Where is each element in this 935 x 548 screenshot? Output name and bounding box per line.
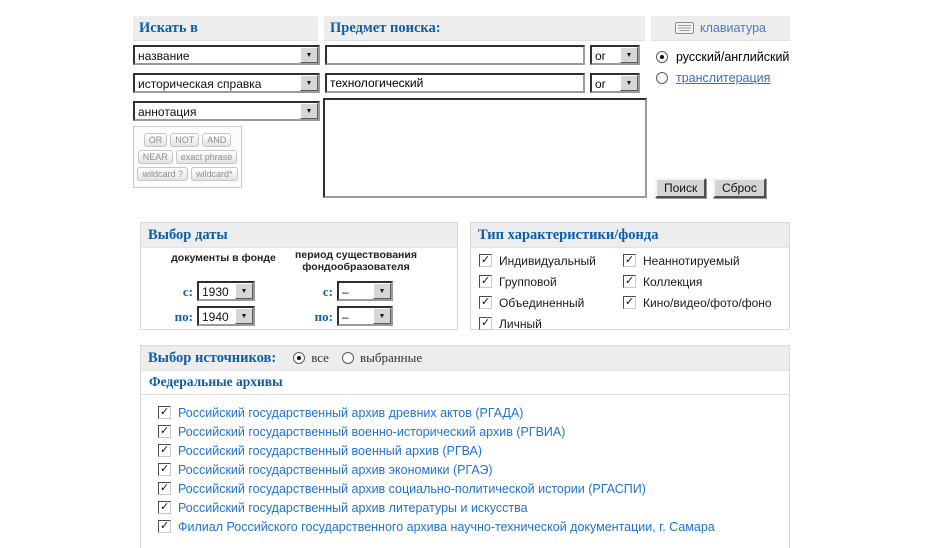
operator-button[interactable]: wildcard* [191, 167, 238, 181]
search-subject-header [324, 16, 645, 41]
archive-link[interactable]: Российский государственный архив литературы и искусства [178, 500, 528, 515]
sources-title: Выбор источников: [148, 349, 277, 366]
checkbox-checked[interactable] [479, 275, 492, 288]
docs-to-label: по: [174, 309, 193, 324]
dropdown-arrow-icon[interactable]: ▼ [300, 75, 318, 91]
federal-archives-title: Федеральные архивы [149, 374, 283, 389]
search-term-input-1[interactable] [325, 45, 585, 65]
archive-link[interactable]: Российский государственный архив экономики (РГАЭ) [178, 462, 493, 477]
select-value: or [595, 77, 606, 91]
search-field-select[interactable] [133, 101, 320, 121]
archives-list [158, 403, 715, 536]
checkbox-checked[interactable] [623, 275, 636, 288]
operator-button[interactable]: NEAR [138, 150, 173, 164]
checkbox-checked[interactable] [158, 501, 171, 514]
dropdown-arrow-icon[interactable]: ▼ [620, 47, 638, 63]
select-value: 1930 [202, 285, 229, 299]
checkbox-checked[interactable] [479, 296, 492, 309]
checkbox-label: Индивидуальный [499, 253, 596, 268]
checkbox-label: Кино/видео/фото/фоно [643, 295, 772, 310]
select-value: аннотация [138, 105, 197, 119]
select-value: историческая справка [138, 77, 262, 91]
language-option-russian [656, 50, 789, 64]
sources-header [141, 346, 789, 371]
archive-link[interactable]: Российский государственный военно-исторический архив (РГВИА) [178, 424, 566, 439]
radio-label: русский/английский [676, 50, 790, 64]
operator-buttons-box [133, 126, 242, 188]
dropdown-arrow-icon[interactable]: ▼ [235, 283, 253, 299]
search-field-select[interactable] [133, 73, 320, 93]
fund-type-column-2 [623, 250, 772, 313]
fund-type-option [623, 292, 772, 313]
search-in-title: Искать в [139, 19, 198, 36]
search-terms-textarea[interactable] [323, 98, 647, 198]
fund-type-header [471, 223, 789, 248]
radio-selected-sources[interactable] [342, 352, 354, 364]
radio-russian-english[interactable] [656, 51, 668, 63]
archive-link[interactable]: Российский государственный военный архив (РГВА) [178, 443, 483, 458]
transliteration-link[interactable]: транслитерация [676, 71, 771, 85]
dropdown-arrow-icon[interactable]: ▼ [620, 75, 638, 91]
radio-transliteration[interactable] [656, 72, 668, 84]
fund-type-option [479, 292, 596, 313]
date-panel-header [141, 223, 457, 248]
archive-row [158, 441, 715, 460]
dropdown-arrow-icon[interactable]: ▼ [373, 308, 391, 324]
creator-from-select[interactable] [337, 281, 393, 301]
reset-button[interactable]: Сброс [713, 178, 766, 198]
keyboard-icon[interactable] [675, 22, 694, 34]
sources-panel [140, 345, 790, 548]
fund-type-option [479, 313, 596, 334]
fund-type-option [479, 250, 596, 271]
checkbox-label: Неаннотируемый [643, 253, 740, 268]
checkbox-checked[interactable] [158, 444, 171, 457]
federal-archives-subheader [141, 370, 789, 395]
archive-link[interactable]: Российский государственный архив древних актов (РГАДА) [178, 405, 524, 420]
search-in-header [133, 16, 318, 41]
operator-button[interactable]: OR [144, 133, 168, 147]
checkbox-label: Коллекция [643, 274, 703, 289]
checkbox-checked[interactable] [479, 317, 492, 330]
creator-period-label: период существования фондообразователя [295, 249, 417, 273]
fund-type-option [623, 250, 772, 271]
checkbox-checked[interactable] [158, 520, 171, 533]
dropdown-arrow-icon[interactable]: ▼ [300, 103, 318, 119]
docs-from-label: с: [182, 284, 193, 299]
docs-in-fund-label: документы в фонде [171, 252, 276, 264]
select-value: or [595, 49, 606, 63]
archive-row [158, 517, 715, 536]
search-field-select[interactable] [133, 45, 320, 65]
checkbox-checked[interactable] [158, 482, 171, 495]
dropdown-arrow-icon[interactable]: ▼ [300, 47, 318, 63]
fund-type-option [479, 271, 596, 292]
checkbox-checked[interactable] [158, 463, 171, 476]
operator-button[interactable]: wildcard ? [137, 167, 188, 181]
dropdown-arrow-icon[interactable]: ▼ [373, 283, 391, 299]
fund-type-column-1 [479, 250, 596, 334]
checkbox-label: Групповой [499, 274, 557, 289]
fund-type-panel [470, 222, 790, 330]
archive-row [158, 479, 715, 498]
checkbox-label: Объединенный [499, 295, 585, 310]
search-subject-title: Предмет поиска: [330, 19, 441, 36]
fund-type-title: Тип характеристики/фонда [478, 226, 659, 243]
select-value: – [342, 310, 349, 324]
checkbox-checked[interactable] [479, 254, 492, 267]
creator-from-label: с: [322, 284, 333, 299]
keyboard-header [651, 16, 790, 41]
select-value: 1940 [202, 310, 229, 324]
date-selection-panel [140, 222, 458, 330]
checkbox-checked[interactable] [158, 406, 171, 419]
radio-all-sources[interactable] [293, 352, 305, 364]
checkbox-checked[interactable] [623, 296, 636, 309]
archive-link[interactable]: Филиал Российского государственного архива научно-технической документации, г. Самара [178, 519, 715, 534]
radio-selected-label: выбранные [359, 350, 423, 365]
select-value: название [138, 49, 190, 63]
archive-row [158, 403, 715, 422]
dropdown-arrow-icon[interactable]: ▼ [235, 308, 253, 324]
search-button[interactable]: Поиск [655, 178, 706, 198]
search-field-selects [133, 45, 320, 121]
operator-select-2[interactable] [590, 73, 640, 93]
fund-type-option [623, 271, 772, 292]
docs-from-select[interactable] [197, 281, 255, 301]
creator-to-label: по: [314, 309, 333, 324]
date-panel-title: Выбор даты [148, 226, 228, 243]
select-value: – [342, 285, 349, 299]
creator-to-select[interactable] [337, 306, 393, 326]
operator-button[interactable]: AND [202, 133, 231, 147]
search-term-input-2[interactable] [325, 73, 585, 93]
language-option-transliteration [656, 71, 770, 85]
checkbox-label: Личный [499, 316, 542, 331]
docs-to-select[interactable] [197, 306, 255, 326]
keyboard-link[interactable]: клавиатура [699, 21, 767, 35]
operator-button[interactable]: NOT [170, 133, 199, 147]
radio-all-label: все [311, 350, 329, 365]
checkbox-checked[interactable] [623, 254, 636, 267]
operator-button[interactable]: exact phrase [176, 150, 238, 164]
operator-select-1[interactable] [590, 45, 640, 65]
archive-row [158, 422, 715, 441]
archive-link[interactable]: Российский государственный архив социально-политической истории (РГАСПИ) [178, 481, 646, 496]
archive-row [158, 460, 715, 479]
archive-row [158, 498, 715, 517]
checkbox-checked[interactable] [158, 425, 171, 438]
